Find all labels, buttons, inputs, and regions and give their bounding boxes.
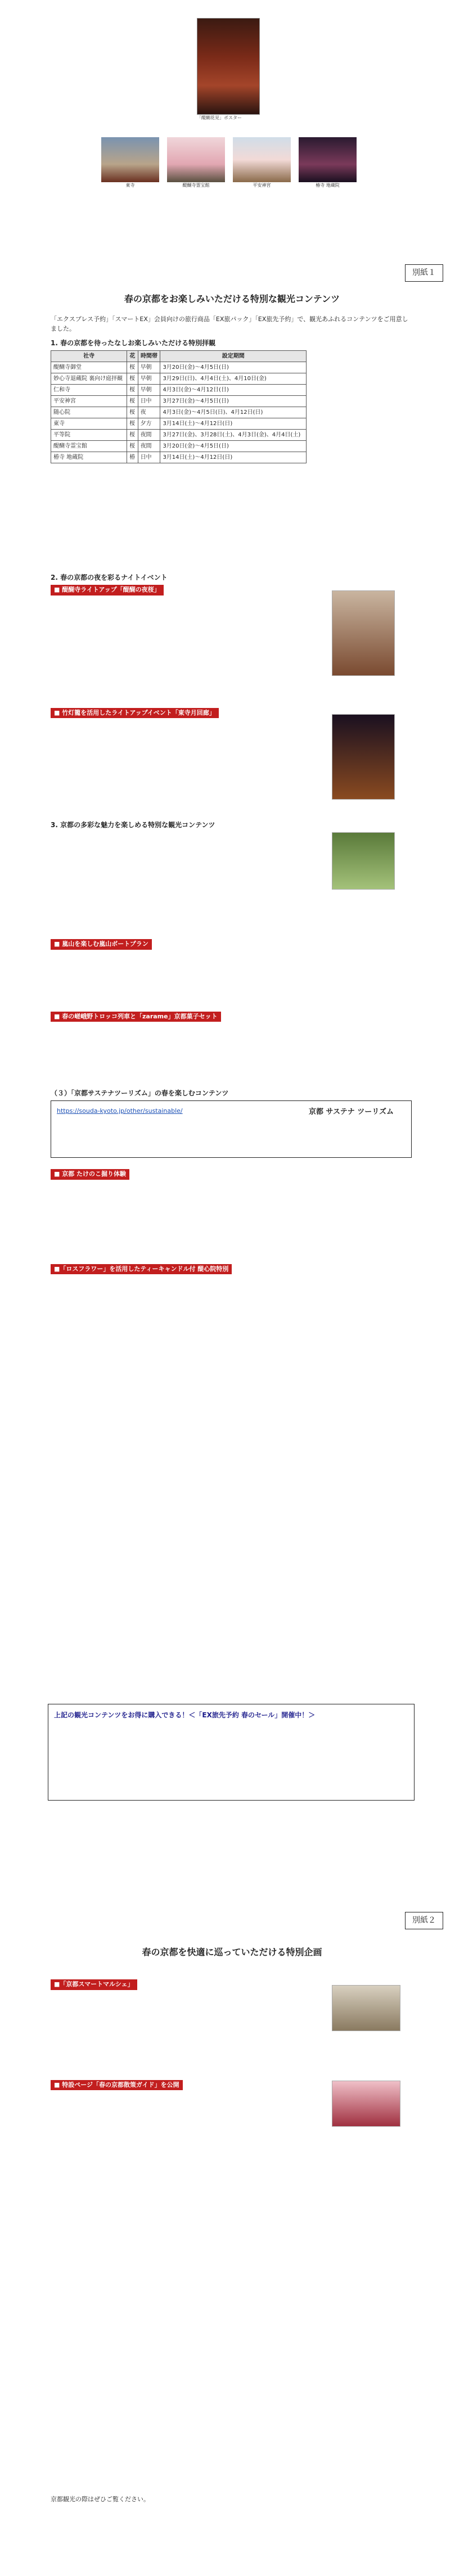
table-header: 社寺 bbox=[51, 351, 127, 362]
table-row bbox=[51, 452, 307, 463]
table-cell: 妙心寺退蔵院 裏向け庭拝観 bbox=[51, 373, 127, 385]
section-1-body bbox=[51, 315, 411, 463]
photo-row bbox=[101, 137, 363, 182]
sustainable-logo: 京都 サステナ ツーリズム bbox=[308, 1108, 394, 1116]
subsection-heading: 3. 京都の多彩な魅力を楽しめる特別な観光コンテンツ bbox=[51, 821, 215, 829]
event-banner: ■ 嵐山を楽しむ嵐山ボートプラン bbox=[51, 939, 152, 950]
table-cell: 3月27日(金)～4月5日(日) bbox=[160, 396, 307, 407]
daigoji-photo bbox=[167, 137, 225, 182]
sale-box-title: 上記の観光コンテンツをお得に購入できる！＜「EX旅先予約 春のセール」開催中！＞ bbox=[54, 1711, 316, 1719]
table-cell: 3月20日(金)～4月5日(日) bbox=[160, 441, 307, 452]
table-cell: 3月20日(金)～4月5日(日) bbox=[160, 362, 307, 373]
table-cell: 桜 bbox=[127, 441, 138, 452]
table-cell: 平安神宮 bbox=[51, 396, 127, 407]
event-banner: ■ 特設ページ「春の京都散策ガイド」を公開 bbox=[51, 2080, 183, 2091]
table-row bbox=[51, 396, 307, 407]
table-cell: 夕方 bbox=[138, 418, 160, 430]
table-cell: 椿寺 地蔵院 bbox=[51, 452, 127, 463]
closing-text: 京都観光の際はぜひご覧ください。 bbox=[51, 2496, 150, 2503]
section-3-body bbox=[51, 815, 411, 1274]
table-row bbox=[51, 418, 307, 430]
hero-section bbox=[101, 18, 363, 189]
table-cell: 夜間 bbox=[138, 430, 160, 441]
table-cell: 日中 bbox=[138, 452, 160, 463]
sustainable-link[interactable]: https://souda-kyoto.jp/other/sustainable/ bbox=[57, 1107, 183, 1115]
special-visit-table bbox=[51, 350, 307, 463]
table-cell: 桜 bbox=[127, 396, 138, 407]
intro-text: 「エクスプレス予約」「スマートEX」会員向けの旅行商品「EX旅パック」「EX旅先予約」で、観光あふれるコンテンツをご用意しました。 bbox=[51, 315, 408, 332]
photo-caption: 平安神宮 bbox=[253, 183, 271, 188]
section-title-2: 春の京都を快適に巡っていただける特別企画 bbox=[142, 1947, 322, 1957]
section-title-1: 春の京都をお楽しみいただける特別な観光コンテンツ bbox=[124, 294, 340, 304]
table-row bbox=[51, 441, 307, 452]
table-cell: 夜間 bbox=[138, 441, 160, 452]
table-cell: 桜 bbox=[127, 407, 138, 418]
event-banner: ■ 竹灯籠を活用したライトアップイベント「東寺月回廊」 bbox=[51, 708, 219, 719]
daigo-night-image bbox=[332, 590, 395, 676]
table-row bbox=[51, 430, 307, 441]
subsection-heading: 2. 春の京都の夜を彩るナイトイベント bbox=[51, 574, 168, 581]
subsection-heading: （３）「京都サステナツーリズム」の春を楽しむコンテンツ bbox=[51, 1089, 229, 1097]
table-cell: 桜 bbox=[127, 373, 138, 385]
table-cell: 桜 bbox=[127, 385, 138, 396]
section-4-body bbox=[51, 1979, 411, 2505]
toji-photo bbox=[101, 137, 159, 182]
event-banner: ■「ロスフラワー」を活用したティーキャンドル付 醍心院特別 bbox=[51, 1264, 232, 1275]
table-cell: 早朝 bbox=[138, 385, 160, 396]
daigo-poster-image bbox=[197, 18, 260, 115]
table-cell: 3月14日(土)～4月12日(日) bbox=[160, 452, 307, 463]
table-cell: 3月14日(土)～4月12日(日) bbox=[160, 418, 307, 430]
table-cell: 3月27日(金)、3月28日(土)、4月3日(金)、4月4日(土) bbox=[160, 430, 307, 441]
marche-image bbox=[332, 1985, 400, 2031]
guide-image bbox=[332, 2081, 400, 2127]
table-cell: 仁和寺 bbox=[51, 385, 127, 396]
photo-caption: 醍醐寺霊宝館 bbox=[182, 183, 210, 188]
table-row bbox=[51, 407, 307, 418]
poster-caption: 「醍醐花見」ポスター bbox=[197, 115, 242, 120]
table-cell: 夜 bbox=[138, 407, 160, 418]
kyoto-package-image bbox=[332, 832, 395, 890]
table-cell: 椿 bbox=[127, 452, 138, 463]
heian-shrine-photo bbox=[233, 137, 291, 182]
table-cell: 平等院 bbox=[51, 430, 127, 441]
table-cell: 3月29日(日)、4月4日(土)、4月10日(金) bbox=[160, 373, 307, 385]
event-banner: ■ 春の嵯峨野トロッコ列車と「zarame」京都菓子セット bbox=[51, 1012, 221, 1022]
table-cell: 桜 bbox=[127, 362, 138, 373]
tsubaki-temple-photo bbox=[299, 137, 357, 182]
table-cell: 日中 bbox=[138, 396, 160, 407]
photo-caption: 椿寺 地蔵院 bbox=[316, 183, 340, 188]
table-header: 花 bbox=[127, 351, 138, 362]
sale-box bbox=[48, 1704, 415, 1801]
table-cell: 早朝 bbox=[138, 362, 160, 373]
table-row bbox=[51, 373, 307, 385]
table-cell: 4月3日(金)～4月12日(日) bbox=[160, 385, 307, 396]
table-cell: 桜 bbox=[127, 418, 138, 430]
table-cell: 早朝 bbox=[138, 373, 160, 385]
table-cell: 醍醐寺霊宝館 bbox=[51, 441, 127, 452]
subsection-heading: 1. 春の京都を待ったなしお楽しみいただける特別拝観 bbox=[51, 339, 216, 347]
table-header: 設定期間 bbox=[160, 351, 307, 362]
table-cell: 随心院 bbox=[51, 407, 127, 418]
sustainable-box bbox=[51, 1100, 412, 1158]
photo-caption: 東寺 bbox=[125, 183, 135, 188]
table-cell: 醍醐寺御堂 bbox=[51, 362, 127, 373]
section-2-body bbox=[51, 568, 411, 718]
toji-event-image bbox=[332, 714, 395, 800]
table-row bbox=[51, 385, 307, 396]
event-banner: ■ 醍醐寺ライトアップ「醍醐の夜桜」 bbox=[51, 585, 164, 595]
table-cell: 桜 bbox=[127, 430, 138, 441]
appendix-badge-2: 別紙２ bbox=[405, 1912, 443, 1929]
event-banner: ■「京都スマートマルシェ」 bbox=[51, 1979, 137, 1990]
appendix-badge-1: 別紙１ bbox=[405, 264, 443, 282]
table-row bbox=[51, 362, 307, 373]
table-cell: 東寺 bbox=[51, 418, 127, 430]
table-header: 時間帯 bbox=[138, 351, 160, 362]
table-cell: 4月3日(金)～4月5日(日)、4月12日(日) bbox=[160, 407, 307, 418]
event-banner: ■ 京都 たけのこ掘り体験 bbox=[51, 1169, 129, 1180]
